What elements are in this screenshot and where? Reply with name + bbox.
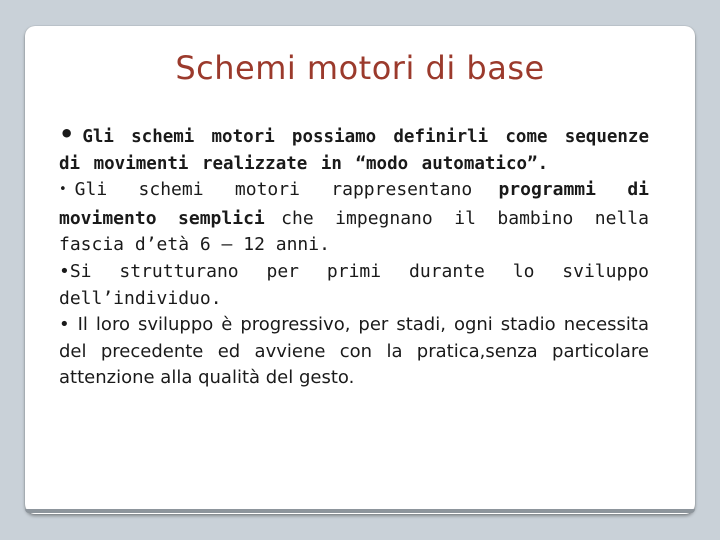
paragraph-programs-text-before: Gli schemi motori rappresentano: [74, 179, 473, 201]
slide-body: [59, 121, 649, 392]
paragraph-development-text: Il loro sviluppo è progressivo, per stadi, ogni stadio necessita del precedente ed avviene con la pratica,senza particolare attenzione alla qualità del gesto.: [59, 314, 649, 389]
paragraph-development: [59, 312, 649, 392]
paragraph-programs-text-after: che impegnano il bambino nella fascia d’età 6 – 12 anni.: [59, 207, 649, 256]
slide-shadow-edge: [25, 509, 695, 513]
bullet-icon: •: [59, 260, 70, 282]
slide-title: Schemi motori di base: [175, 49, 545, 87]
paragraph-definition-text: Gli schemi motori possiamo definirli come sequenze di movimenti realizzate in “modo automatico”.: [59, 127, 649, 174]
bullet-icon: •: [59, 120, 75, 148]
bullet-icon: •: [59, 314, 70, 336]
bullet-icon: •: [59, 182, 67, 198]
paragraph-definition: [59, 121, 649, 177]
paragraph-programs: [59, 177, 649, 259]
paragraph-structure-text: Si strutturano per primi durante lo sviluppo dell’individuo.: [59, 260, 649, 309]
paragraph-structure: [59, 259, 649, 312]
paragraph-programs-bold: programmi di movimento semplici: [59, 179, 649, 229]
